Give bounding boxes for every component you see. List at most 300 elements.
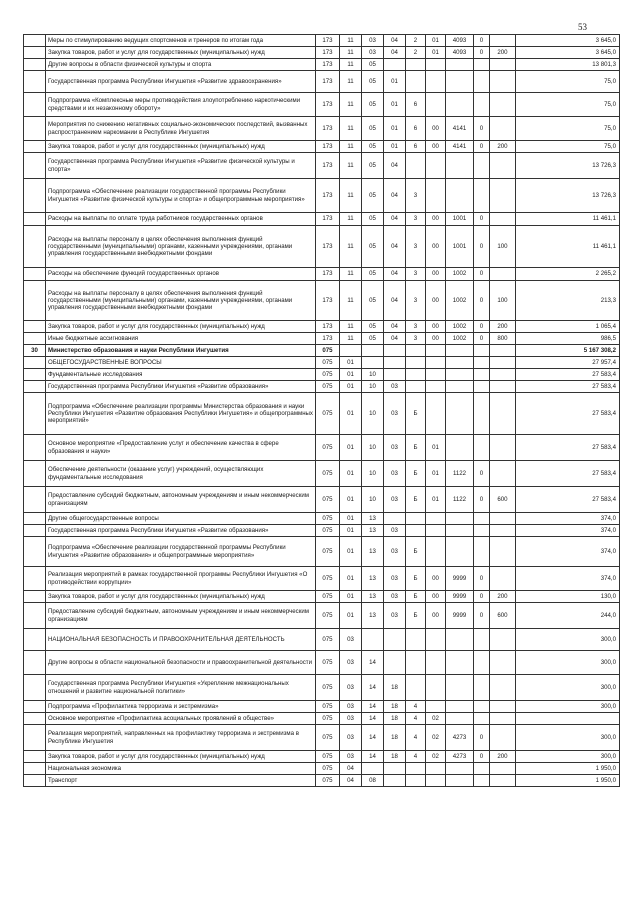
expense-type-cell [490,537,516,567]
extra-code-cell [474,537,490,567]
section-code-cell: 04 [340,763,362,775]
table-row [24,47,620,59]
table-row [24,333,620,345]
amount-cell: 2 265,2 [516,268,620,281]
ministry-code-cell: 173 [316,268,340,281]
expense-type-cell [490,93,516,117]
program-code-cell: 01 [384,93,406,117]
ministry-code-cell: 075 [316,357,340,369]
ministry-code-cell: 075 [316,525,340,537]
event-code-cell: 00 [426,226,446,268]
subprogram-code-cell: 3 [406,281,426,321]
subsection-code-cell: 05 [362,268,384,281]
event-code-cell [426,381,446,393]
item-name-cell: Подпрограмма «Обеспечение реализации программы Министерства образования и науки Республики Ингушетия «Развитие образования Республики Ингушетия» и общепрограммных мероприятий» [46,393,316,435]
expense-type-cell [490,567,516,591]
row-number-cell [24,537,46,567]
amount-cell: 374,0 [516,513,620,525]
item-name-cell: Подпрограмма «Профилактика терроризма и экстремизма» [46,701,316,713]
section-code-cell: 01 [340,603,362,629]
event-code-cell [426,701,446,713]
amount-cell: 374,0 [516,525,620,537]
subprogram-code-cell: 2 [406,47,426,59]
row-number-cell [24,675,46,701]
subsection-code-cell: 14 [362,675,384,701]
section-code-cell: 01 [340,357,362,369]
event-code-cell [426,629,446,651]
ministry-code-cell: 173 [316,226,340,268]
program-code-cell: 18 [384,751,406,763]
item-name-cell: Реализация мероприятий, направленных на профилактику терроризма и экстремизма в Республике Ингушетия [46,725,316,751]
extra-code-cell [474,357,490,369]
extra-code-cell [474,513,490,525]
direction-code-cell [446,369,474,381]
amount-cell: 75,0 [516,141,620,153]
item-name-cell: Предоставление субсидий бюджетным, автономным учреждениям и иным некоммерческим организациям [46,487,316,513]
event-code-cell: 02 [426,751,446,763]
expense-type-cell [490,725,516,751]
item-name-cell: Другие вопросы в области физической культуры и спорта [46,59,316,71]
section-code-cell: 11 [340,281,362,321]
direction-code-cell [446,393,474,435]
amount-cell: 1 950,0 [516,763,620,775]
table-body [24,35,620,787]
row-number-cell [24,141,46,153]
item-name-cell: НАЦИОНАЛЬНАЯ БЕЗОПАСНОСТЬ И ПРАВООХРАНИТЕЛЬНАЯ ДЕЯТЕЛЬНОСТЬ [46,629,316,651]
direction-code-cell: 4273 [446,725,474,751]
subsection-code-cell: 13 [362,567,384,591]
event-code-cell: 01 [426,35,446,47]
expense-type-cell [490,775,516,787]
row-number-cell [24,268,46,281]
amount-cell: 27 583,4 [516,461,620,487]
section-code-cell: 01 [340,461,362,487]
subprogram-code-cell: 4 [406,713,426,725]
ministry-code-cell: 075 [316,763,340,775]
program-code-cell: 03 [384,603,406,629]
row-number-cell [24,713,46,725]
event-code-cell [426,675,446,701]
event-code-cell: 00 [426,567,446,591]
expense-type-cell [490,763,516,775]
amount-cell: 13 726,3 [516,179,620,213]
event-code-cell [426,153,446,179]
event-code-cell [426,357,446,369]
item-name-cell: ОБЩЕГОСУДАРСТВЕННЫЕ ВОПРОСЫ [46,357,316,369]
item-name-cell: Предоставление субсидий бюджетным, автономным учреждениям и иным некоммерческим организациям [46,603,316,629]
amount-cell: 27 583,4 [516,369,620,381]
expense-type-cell [490,59,516,71]
row-number-cell [24,775,46,787]
extra-code-cell: 0 [474,461,490,487]
item-name-cell: Подпрограмма «Обеспечение реализации государственной программы Республики Ингушетия «Развитие образования» и общепрограммные мероприятия» [46,537,316,567]
expense-type-cell [490,525,516,537]
event-code-cell [426,763,446,775]
amount-cell: 213,3 [516,281,620,321]
extra-code-cell [474,381,490,393]
expense-type-cell [490,675,516,701]
program-code-cell: 18 [384,725,406,751]
table-row [24,281,620,321]
subsection-code-cell: 14 [362,751,384,763]
program-code-cell [384,369,406,381]
direction-code-cell [446,59,474,71]
table-row [24,35,620,47]
amount-cell: 130,0 [516,591,620,603]
subprogram-code-cell [406,357,426,369]
amount-cell: 374,0 [516,537,620,567]
subsection-code-cell [362,345,384,357]
item-name-cell: Министерство образования и науки Республики Ингушетия [46,345,316,357]
ministry-code-cell: 173 [316,179,340,213]
extra-code-cell [474,651,490,675]
table-row [24,381,620,393]
ministry-code-cell: 173 [316,141,340,153]
program-code-cell [384,629,406,651]
expense-type-cell [490,393,516,435]
event-code-cell: 00 [426,117,446,141]
ministry-code-cell: 075 [316,369,340,381]
expense-type-cell [490,381,516,393]
section-code-cell: 11 [340,321,362,333]
ministry-code-cell: 173 [316,47,340,59]
amount-cell: 300,0 [516,751,620,763]
ministry-code-cell: 075 [316,651,340,675]
row-number-cell: 30 [24,345,46,357]
subprogram-code-cell: 2 [406,35,426,47]
event-code-cell: 00 [426,333,446,345]
event-code-cell: 00 [426,141,446,153]
extra-code-cell: 0 [474,567,490,591]
program-code-cell: 18 [384,675,406,701]
row-number-cell [24,751,46,763]
row-number-cell [24,461,46,487]
item-name-cell: Государственная программа Республики Ингушетия «Развитие физической культуры и спорта» [46,153,316,179]
table-row [24,226,620,268]
amount-cell: 13 726,3 [516,153,620,179]
event-code-cell [426,651,446,675]
extra-code-cell: 0 [474,117,490,141]
event-code-cell: 01 [426,47,446,59]
table-row [24,117,620,141]
section-code-cell: 01 [340,525,362,537]
program-code-cell: 01 [384,117,406,141]
expense-type-cell [490,35,516,47]
subprogram-code-cell [406,71,426,93]
budget-table [23,34,620,787]
section-code-cell: 03 [340,725,362,751]
ministry-code-cell: 075 [316,567,340,591]
direction-code-cell [446,93,474,117]
row-number-cell [24,725,46,751]
table-row [24,629,620,651]
amount-cell: 75,0 [516,71,620,93]
section-code-cell: 11 [340,93,362,117]
ministry-code-cell: 075 [316,461,340,487]
expense-type-cell [490,179,516,213]
event-code-cell: 02 [426,725,446,751]
subsection-code-cell: 05 [362,93,384,117]
section-code-cell: 01 [340,537,362,567]
section-code-cell: 11 [340,35,362,47]
subprogram-code-cell: 3 [406,226,426,268]
event-code-cell [426,71,446,93]
row-number-cell [24,47,46,59]
subprogram-code-cell: Б [406,461,426,487]
direction-code-cell [446,775,474,787]
ministry-code-cell: 173 [316,93,340,117]
item-name-cell: Государственная программа Республики Ингушетия «Укрепление межнациональных отношений и развитие национальной политики» [46,675,316,701]
row-number-cell [24,591,46,603]
subsection-code-cell: 05 [362,333,384,345]
section-code-cell: 11 [340,179,362,213]
section-code-cell: 11 [340,213,362,226]
extra-code-cell: 0 [474,213,490,226]
row-number-cell [24,333,46,345]
subsection-code-cell [362,763,384,775]
program-code-cell [384,775,406,787]
item-name-cell: Основное мероприятие «Профилактика асоциальных проявлений в обществе» [46,713,316,725]
subprogram-code-cell: 6 [406,117,426,141]
table-row [24,357,620,369]
program-code-cell: 04 [384,213,406,226]
program-code-cell [384,345,406,357]
table-row [24,487,620,513]
subprogram-code-cell [406,59,426,71]
table-row [24,179,620,213]
direction-code-cell: 1122 [446,461,474,487]
direction-code-cell [446,651,474,675]
program-code-cell: 04 [384,226,406,268]
expense-type-cell [490,357,516,369]
direction-code-cell: 1001 [446,213,474,226]
direction-code-cell [446,713,474,725]
expense-type-cell [490,513,516,525]
item-name-cell: Транспорт [46,775,316,787]
subprogram-code-cell [406,345,426,357]
table-row [24,751,620,763]
amount-cell [516,713,620,725]
row-number-cell [24,179,46,213]
event-code-cell: 01 [426,487,446,513]
table-row [24,141,620,153]
subprogram-code-cell [406,675,426,701]
item-name-cell: Закупка товаров, работ и услуг для государственных (муниципальных) нужд [46,141,316,153]
table-row [24,713,620,725]
amount-cell: 300,0 [516,629,620,651]
program-code-cell: 04 [384,281,406,321]
section-code-cell: 11 [340,117,362,141]
event-code-cell [426,537,446,567]
subsection-code-cell: 05 [362,153,384,179]
subsection-code-cell: 10 [362,461,384,487]
expense-type-cell [490,651,516,675]
expense-type-cell [490,268,516,281]
amount-cell: 27 583,4 [516,435,620,461]
ministry-code-cell: 075 [316,513,340,525]
section-code-cell: 01 [340,513,362,525]
table-row [24,775,620,787]
table-row [24,153,620,179]
subprogram-code-cell: 3 [406,333,426,345]
ministry-code-cell: 075 [316,751,340,763]
ministry-code-cell: 075 [316,537,340,567]
section-code-cell: 01 [340,567,362,591]
subprogram-code-cell: 4 [406,701,426,713]
table-row [24,393,620,435]
section-code-cell: 11 [340,333,362,345]
item-name-cell: Подпрограмма «Комплексные меры противодействия злоупотреблению наркотическими средствами и их незаконному обороту» [46,93,316,117]
program-code-cell: 03 [384,567,406,591]
amount-cell: 27 583,4 [516,487,620,513]
table-row [24,345,620,357]
item-name-cell: Закупка товаров, работ и услуг для государственных (муниципальных) нужд [46,47,316,59]
section-code-cell: 04 [340,775,362,787]
extra-code-cell: 0 [474,281,490,321]
table-row [24,525,620,537]
row-number-cell [24,321,46,333]
direction-code-cell: 4141 [446,117,474,141]
amount-cell: 75,0 [516,117,620,141]
event-code-cell: 00 [426,213,446,226]
row-number-cell [24,525,46,537]
extra-code-cell [474,775,490,787]
event-code-cell: 00 [426,281,446,321]
expense-type-cell [490,369,516,381]
row-number-cell [24,513,46,525]
subsection-code-cell: 05 [362,71,384,93]
subsection-code-cell: 10 [362,369,384,381]
table-row [24,725,620,751]
subprogram-code-cell: Б [406,591,426,603]
direction-code-cell: 9999 [446,591,474,603]
table-row [24,435,620,461]
program-code-cell: 03 [384,393,406,435]
section-code-cell: 01 [340,487,362,513]
event-code-cell: 00 [426,268,446,281]
direction-code-cell [446,381,474,393]
direction-code-cell [446,513,474,525]
section-code-cell: 01 [340,435,362,461]
expense-type-cell [490,345,516,357]
direction-code-cell [446,153,474,179]
extra-code-cell: 0 [474,268,490,281]
direction-code-cell [446,345,474,357]
item-name-cell: Расходы на выплаты персоналу в целях обеспечения выполнения функций государственными (муниципальными) органами, казенными учреждениями, органами управления государственными внебюджетными фондами [46,226,316,268]
table-row [24,321,620,333]
amount-cell: 374,0 [516,567,620,591]
section-code-cell: 11 [340,59,362,71]
expense-type-cell: 100 [490,281,516,321]
subprogram-code-cell: 3 [406,321,426,333]
amount-cell: 244,0 [516,603,620,629]
program-code-cell: 04 [384,153,406,179]
subsection-code-cell: 13 [362,513,384,525]
row-number-cell [24,435,46,461]
ministry-code-cell: 173 [316,281,340,321]
amount-cell: 11 461,1 [516,213,620,226]
ministry-code-cell: 173 [316,333,340,345]
item-name-cell: Фундаментальные исследования [46,369,316,381]
amount-cell: 27 583,4 [516,393,620,435]
extra-code-cell [474,393,490,435]
program-code-cell [384,763,406,775]
expense-type-cell [490,71,516,93]
program-code-cell [384,357,406,369]
subprogram-code-cell: Б [406,393,426,435]
section-code-cell: 11 [340,153,362,179]
event-code-cell: 00 [426,603,446,629]
amount-cell: 75,0 [516,93,620,117]
program-code-cell: 03 [384,591,406,603]
extra-code-cell [474,629,490,651]
subsection-code-cell: 10 [362,393,384,435]
subprogram-code-cell [406,369,426,381]
section-code-cell: 01 [340,393,362,435]
direction-code-cell: 1122 [446,487,474,513]
ministry-code-cell: 075 [316,603,340,629]
expense-type-cell [490,701,516,713]
subprogram-code-cell [406,763,426,775]
subprogram-code-cell [406,775,426,787]
subsection-code-cell: 05 [362,117,384,141]
amount-cell: 300,0 [516,701,620,713]
table-row [24,651,620,675]
item-name-cell: Мероприятия по снижению негативных социально-экономических последствий, вызванных распространением наркомании в Республике Ингушетия [46,117,316,141]
table-row [24,603,620,629]
program-code-cell: 04 [384,321,406,333]
section-code-cell: 03 [340,751,362,763]
event-code-cell: 01 [426,435,446,461]
extra-code-cell [474,763,490,775]
event-code-cell [426,93,446,117]
subsection-code-cell: 05 [362,213,384,226]
direction-code-cell: 4093 [446,47,474,59]
program-code-cell [384,513,406,525]
table-row [24,213,620,226]
table-row [24,461,620,487]
table-row [24,763,620,775]
event-code-cell: 02 [426,713,446,725]
event-code-cell: 00 [426,591,446,603]
section-code-cell: 01 [340,369,362,381]
ministry-code-cell: 075 [316,713,340,725]
section-code-cell: 11 [340,268,362,281]
subprogram-code-cell: 4 [406,725,426,751]
table-row [24,93,620,117]
row-number-cell [24,153,46,179]
direction-code-cell: 1002 [446,268,474,281]
subprogram-code-cell: Б [406,435,426,461]
ministry-code-cell: 173 [316,213,340,226]
extra-code-cell: 0 [474,603,490,629]
item-name-cell: Другие общегосударственные вопросы [46,513,316,525]
extra-code-cell [474,675,490,701]
table-row [24,513,620,525]
item-name-cell: Обеспечение деятельности (оказание услуг) учреждений, осуществляющих фундаментальные исследования [46,461,316,487]
expense-type-cell: 200 [490,141,516,153]
expense-type-cell [490,435,516,461]
subprogram-code-cell [406,381,426,393]
subsection-code-cell: 14 [362,725,384,751]
event-code-cell [426,513,446,525]
program-code-cell: 03 [384,461,406,487]
program-code-cell: 04 [384,35,406,47]
table-row [24,591,620,603]
direction-code-cell: 9999 [446,603,474,629]
amount-cell: 3 645,0 [516,35,620,47]
item-name-cell: Государственная программа Республики Ингушетия «Развитие здравоохранения» [46,71,316,93]
